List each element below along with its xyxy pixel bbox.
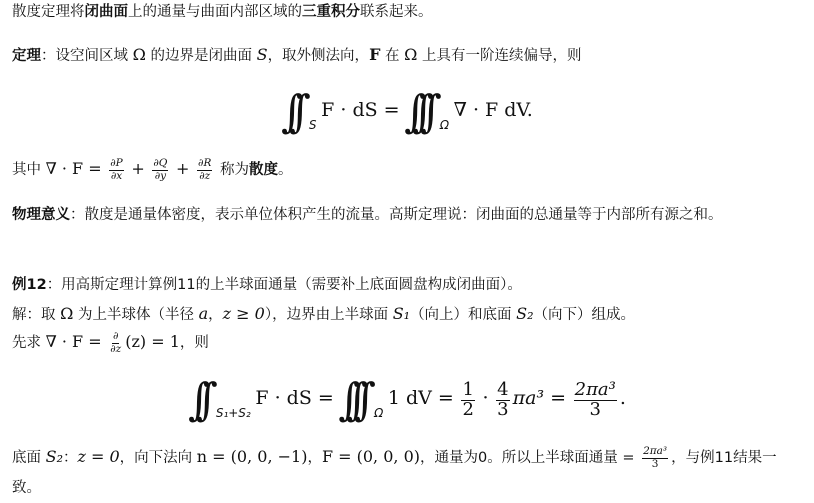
volume-rhs: ∇ · F dV. bbox=[453, 99, 533, 121]
physical-text: ：散度是通量体密度，表示单位体积产生的流量。高斯定理说：闭曲面的总通量等于内部所有源之和。 bbox=[70, 207, 723, 223]
theorem-omega: Ω bbox=[132, 45, 146, 64]
def-suffix-pre: 称为 bbox=[215, 162, 249, 178]
bottom-z0: z = 0 bbox=[77, 447, 120, 466]
region-subscript: Ω bbox=[439, 118, 450, 132]
intro-closed-surface: 闭曲面 bbox=[84, 4, 128, 20]
partial-r-fraction: $\frac{\partial R}{\partial z}$ bbox=[198, 157, 212, 182]
double-integral-sign: ∫∫ bbox=[281, 85, 297, 138]
hemisphere-flux-formula bbox=[0, 370, 814, 426]
theorem-text-4: 在 bbox=[380, 48, 405, 64]
solution-text-1: 解：取 bbox=[12, 307, 61, 323]
bottom-text-1: 底面 bbox=[12, 450, 46, 466]
field-on-bottom: F = (0, 0, 0) bbox=[321, 447, 420, 466]
theorem-paragraph bbox=[12, 44, 582, 67]
volume-body: 1 dV = bbox=[387, 387, 454, 409]
surface-s2: S₂ bbox=[516, 304, 534, 323]
theorem-surface-s: S bbox=[256, 45, 268, 64]
triple-integral-sign: ∫∫∫ bbox=[338, 373, 363, 426]
theorem-vector-f: F bbox=[369, 45, 381, 64]
surface-sum-subscript: S₁+S₂ bbox=[215, 406, 251, 420]
result-fraction: $\frac{\text{2πa³}}{3}$ bbox=[574, 378, 616, 420]
bottom-text-4: ， bbox=[307, 450, 322, 466]
theorem-text-1: ：设空间区域 bbox=[41, 48, 133, 64]
solution-text-4: （向上）和底面 bbox=[410, 307, 517, 323]
flux-lhs: F · dS = bbox=[321, 99, 400, 121]
dot-operator: · bbox=[482, 387, 489, 409]
triple-integral-sign: ∫∫∫ bbox=[404, 85, 428, 138]
plus-sign: + bbox=[176, 159, 190, 178]
bottom-text-3: ，向下法向 bbox=[119, 450, 197, 466]
bottom-surface-paragraph bbox=[12, 442, 802, 503]
physical-label: 物理意义 bbox=[12, 207, 70, 223]
intro-triple-integral: 三重积分 bbox=[302, 4, 360, 20]
intro-text-post: 联系起来。 bbox=[360, 4, 433, 20]
first-text-2: ，则 bbox=[179, 335, 209, 351]
partial-p-fraction: $\frac{\partial P}{\partial x}$ bbox=[110, 157, 123, 182]
bottom-text-6: ，与例11结果一致。 bbox=[12, 450, 777, 496]
def-lhs: ∇ · F = bbox=[45, 159, 102, 178]
intro-text-pre: 散度定理将 bbox=[12, 4, 85, 20]
surface-s1: S₁ bbox=[392, 304, 411, 323]
solution-comma: ， bbox=[208, 307, 223, 323]
theorem-text-2: 的边界是闭曲面 bbox=[145, 48, 257, 64]
radius-a: a bbox=[198, 304, 209, 323]
half-fraction: $\frac{1}{2}$ bbox=[462, 378, 474, 420]
example-label: 例12 bbox=[12, 277, 47, 293]
pi-a-cubed: πa³ = bbox=[512, 387, 567, 409]
bottom-text-5: ，通量为0。所以上半球面通量 = bbox=[419, 450, 640, 466]
bottom-s2: S₂ bbox=[45, 447, 63, 466]
intro-paragraph bbox=[12, 1, 433, 23]
flux-result-fraction: $\frac{\text{2πa³}}{3}$ bbox=[643, 445, 668, 470]
intro-text-mid: 上的通量与曲面内部区域的 bbox=[128, 4, 302, 20]
solution-text-2: 为上半球体（半径 bbox=[73, 307, 199, 323]
theorem-label: 定理 bbox=[12, 48, 41, 64]
theorem-text-3: ，取外侧法向， bbox=[267, 48, 370, 64]
divergence-definition bbox=[12, 154, 293, 184]
theorem-text-5: 上具有一阶连续偏导，则 bbox=[417, 48, 582, 64]
example-text: ：用高斯定理计算例11的上半球面通量（需要补上底面圆盘构成闭曲面）。 bbox=[46, 277, 522, 293]
flux-lhs: F · dS = bbox=[255, 387, 334, 409]
physical-meaning-paragraph bbox=[12, 200, 802, 230]
first-compute-line bbox=[12, 327, 209, 357]
solution-paragraph bbox=[12, 303, 635, 326]
z-condition: z ≥ 0 bbox=[222, 304, 265, 323]
double-integral-sign: ∫∫ bbox=[188, 373, 204, 426]
formula-period: . bbox=[619, 387, 626, 409]
solution-text-3: ），边界由上半球面 bbox=[264, 307, 393, 323]
divergence-theorem-formula bbox=[0, 84, 814, 136]
surface-subscript: S bbox=[308, 118, 317, 132]
region-subscript: Ω bbox=[374, 406, 384, 420]
normal-vector: n = (0, 0, −1) bbox=[196, 447, 308, 466]
solution-text-5: （向下）组成。 bbox=[533, 307, 636, 323]
theorem-omega-2: Ω bbox=[404, 45, 418, 64]
plus-sign: + bbox=[131, 159, 145, 178]
def-prefix: 其中 bbox=[12, 162, 46, 178]
def-suffix-post: 。 bbox=[278, 162, 293, 178]
example-12-heading bbox=[12, 274, 522, 296]
four-thirds-fraction: $\frac{4}{3}$ bbox=[497, 378, 509, 420]
bottom-text-2: ： bbox=[62, 450, 78, 466]
def-divergence-term: 散度 bbox=[249, 162, 278, 178]
solution-omega: Ω bbox=[60, 304, 74, 323]
first-rest: (z) = 1 bbox=[125, 332, 180, 351]
partial-z-operator: $\frac{\partial}{\partial z}$ bbox=[110, 330, 122, 355]
first-text-1: 先求 bbox=[12, 335, 46, 351]
partial-q-fraction: $\frac{\partial Q}{\partial y}$ bbox=[153, 157, 168, 182]
first-lhs: ∇ · F = bbox=[45, 332, 102, 351]
